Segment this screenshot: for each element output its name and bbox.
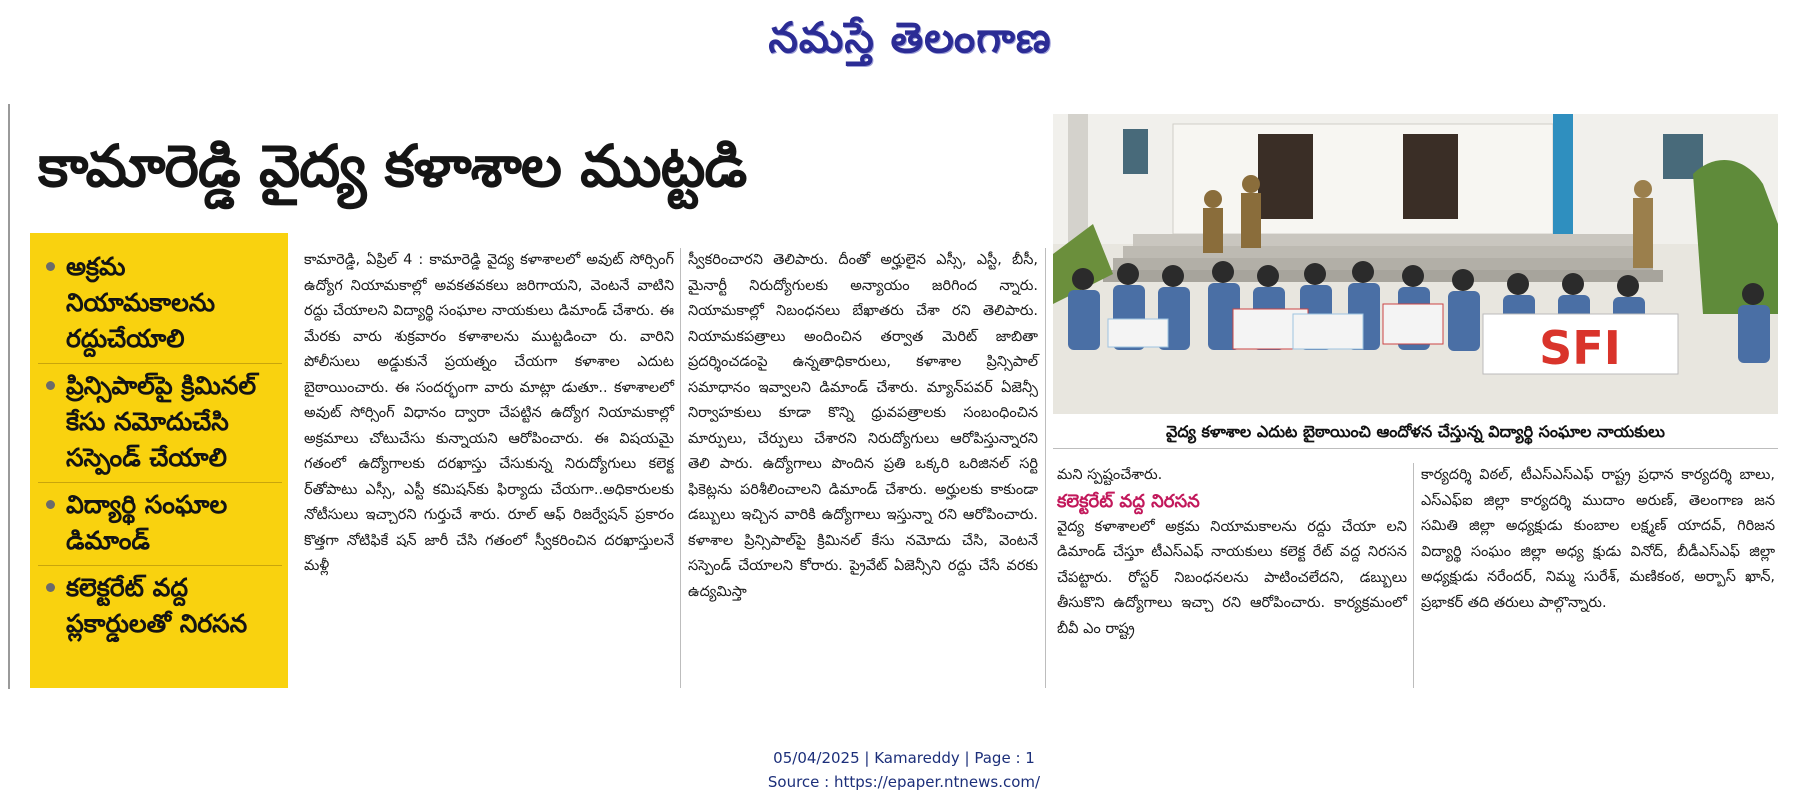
highlight-text: కలెక్టరేట్ వద్ద ప్లకార్డులతో నిరసన (66, 573, 248, 638)
protest-photo-illustration (1053, 114, 1778, 414)
column-divider (1413, 463, 1414, 688)
highlights-box (30, 233, 288, 688)
footer-date-line: 05/04/2025 | Kamareddy | Page : 1 (773, 749, 1035, 767)
sfi-banner-text: SFI (1539, 321, 1621, 375)
article-column-2: స్వీకరించారని తెలిపారు. దీంతో అర్హులైన ఎస్సీ, ఎస్టీ, బీసీ, మైనార్టీ నిరుద్యోగులకు అన్యాయం జరిగింద న్నారు. నియామకాల్లో నిబంధనలు బేఖాతరు చేశా రని తెలిపారు. నియామకపత్రాలు అందించిన తర్వాత మెరిట్ జాబితా ప్రదర్శించడంపై ఉన్నతాధికారులు, కళాశాల ప్రిన్సిపాల్ సమాధానం ఇవ్వాలని డిమాండ్ చేశారు. మ్యాన్‌పవర్ ఏజెన్సీ నిర్వాహకులు కూడా కొన్ని ధ్రువపత్రాలకు సంబంధించిన మార్పులు, చేర్పులు చేశారని నిరుద్యోగులు ఆరోపిస్తున్నారని తెలి పారు. ఉద్యోగాలు పొందిన ప్రతి ఒక్కరి ఒరిజినల్ సర్టి ఫికెట్లను పరిశీలించాలని డిమాండ్ చేశారు. అర్హులకు కాకుండా డబ్బులు ఇచ్చిన వారికి ఉద్యోగాలు ఇస్తున్నా రని ఆరోపించారు. కళాశాల ప్రిన్సిపాల్‌పై క్రిమినల్ కేసు నమోదు చేసి, వెంటనే సస్పెండ్ చేయాలని కోరారు. ప్రైవేట్ ఏజెన్సీని రద్దు చేసే వరకు ఉద్యమిస్తా (688, 252, 1038, 600)
highlight-item (38, 364, 282, 483)
newspaper-masthead: నమస్తే తెలంగాణ (768, 13, 1052, 62)
bullet-icon (46, 262, 55, 271)
bullet-icon (46, 500, 55, 509)
highlight-text: ప్రిన్సిపాల్‌పై క్రిమినల్ కేసు నమోదుచేసి సస్పెండ్ చేయాలి (66, 371, 257, 472)
article-column-3 (1057, 463, 1407, 688)
highlight-text: విద్యార్థి సంఘాల డిమాండ్ (66, 490, 228, 555)
column-divider (680, 248, 681, 688)
section-subhead: కలెక్టరేట్ వద్ద నిరసన (1057, 490, 1200, 512)
left-divider (8, 104, 10, 689)
article-photo (1053, 114, 1778, 414)
article-headline: కామారెడ్డి వైద్య కళాశాల ముట్టడి (38, 132, 747, 200)
column-divider (1045, 248, 1046, 688)
caption-divider (1053, 448, 1778, 449)
highlight-item (38, 245, 282, 364)
highlight-item (38, 566, 282, 648)
article-column-1: కామారెడ్డి, ఏప్రిల్ 4 : కామారెడ్డి వైద్య కళాశాలలో అవుట్ సోర్సింగ్ ఉద్యోగ నియామకాల్లో అవకతవకలు జరిగాయని, వెంటనే వాటిని రద్దు చేయాలని విద్యార్థి సంఘాల నాయకులు డిమాండ్ చేశారు. ఈ మేరకు వారు శుక్రవారం కళాశాలను ముట్టడించా రు. వారిని పోలీసులు అడ్డుకునే ప్రయత్నం చేయగా కళాశాల ఎదుట బైఠాయించారు. ఈ సందర్భంగా వారు మాట్లా డుతూ.. కళాశాలలో అవుట్ సోర్సింగ్ విధానం ద్వారా చేపట్టిన ఉద్యోగ నియామకాల్లో అక్రమాలు చోటుచేసు కున్నాయని ఆరోపించారు. ఈ విషయమై గతంలో ఉద్యోగాలకు దరఖాస్తు చేసుకున్న నిరుద్యోగులు కలెక్ట ర్‌తోపాటు ఎస్సీ, ఎస్టీ కమిషన్‌కు ఫిర్యాదు చేయగా..అధికారులకు నోటీసులు ఇచ్చారని గుర్తుచే శారు. రూల్ ఆఫ్ రిజర్వేషన్ ప్రకారం కొత్తగా నోటిఫికే షన్ జారీ చేసి గతంలో స్వీకరించిన దరఖాస్తులనే మళ్లీ (304, 252, 674, 574)
highlight-item (38, 483, 282, 566)
bullet-icon (46, 583, 55, 592)
footer-source-line[interactable]: Source : https://epaper.ntnews.com/ (767, 773, 1041, 791)
column-3-body: వైద్య కళాశాలలో అక్రమ నియామకాలను రద్దు చేయా లని డిమాండ్ చేస్తూ టీఎస్‌ఎఫ్ నాయకులు కలెక్ట రేట్ వద్ద నిరసన చేపట్టారు. రోస్టర్ నిబంధనలను పాటించలేదని, డబ్బులు తీసుకొని ఉద్యోగాలు ఇచ్చా రని ఆరోపించారు. కార్యక్రమంలో బీవీ ఎం రాష్ట్ర (1057, 518, 1407, 637)
column-3-intro: మని స్పష్టంచేశారు. (1057, 467, 1163, 483)
photo-caption: వైద్య కళాశాల ఎదుట బైఠాయించి ఆందోళన చేస్తున్న విద్యార్థి సంఘాల నాయకులు (1166, 422, 1665, 441)
article-column-4: కార్యదర్శి విఠల్, టీఎస్‌ఎస్‌ఎఫ్ రాష్ట్ర ప్రధాన కార్యదర్శి బాలు, ఎస్‌ఎఫ్‌ఐ జిల్లా కార్యదర్శి ముదాం అరుణ్, తెలంగాణ జన సమితి జిల్లా అధ్యక్షుడు కుంబాల లక్ష్మణ్ యాదవ్, గిరిజన విద్యార్థి సంఘం జిల్లా అధ్య క్షుడు వినోద్, బీడీఎస్‌ఎఫ్ జిల్లా అధ్యక్షుడు నరేందర్, నిమ్మ సురేశ్, మణికంఠ, అర్బాస్ ఖాన్, ప్రభాకర్ తది తరులు పాల్గొన్నారు. (1421, 467, 1775, 611)
highlight-text: అక్రమ నియామకాలను రద్దుచేయాలి (66, 252, 216, 353)
page-footer (704, 746, 1104, 794)
bullet-icon (46, 381, 55, 390)
